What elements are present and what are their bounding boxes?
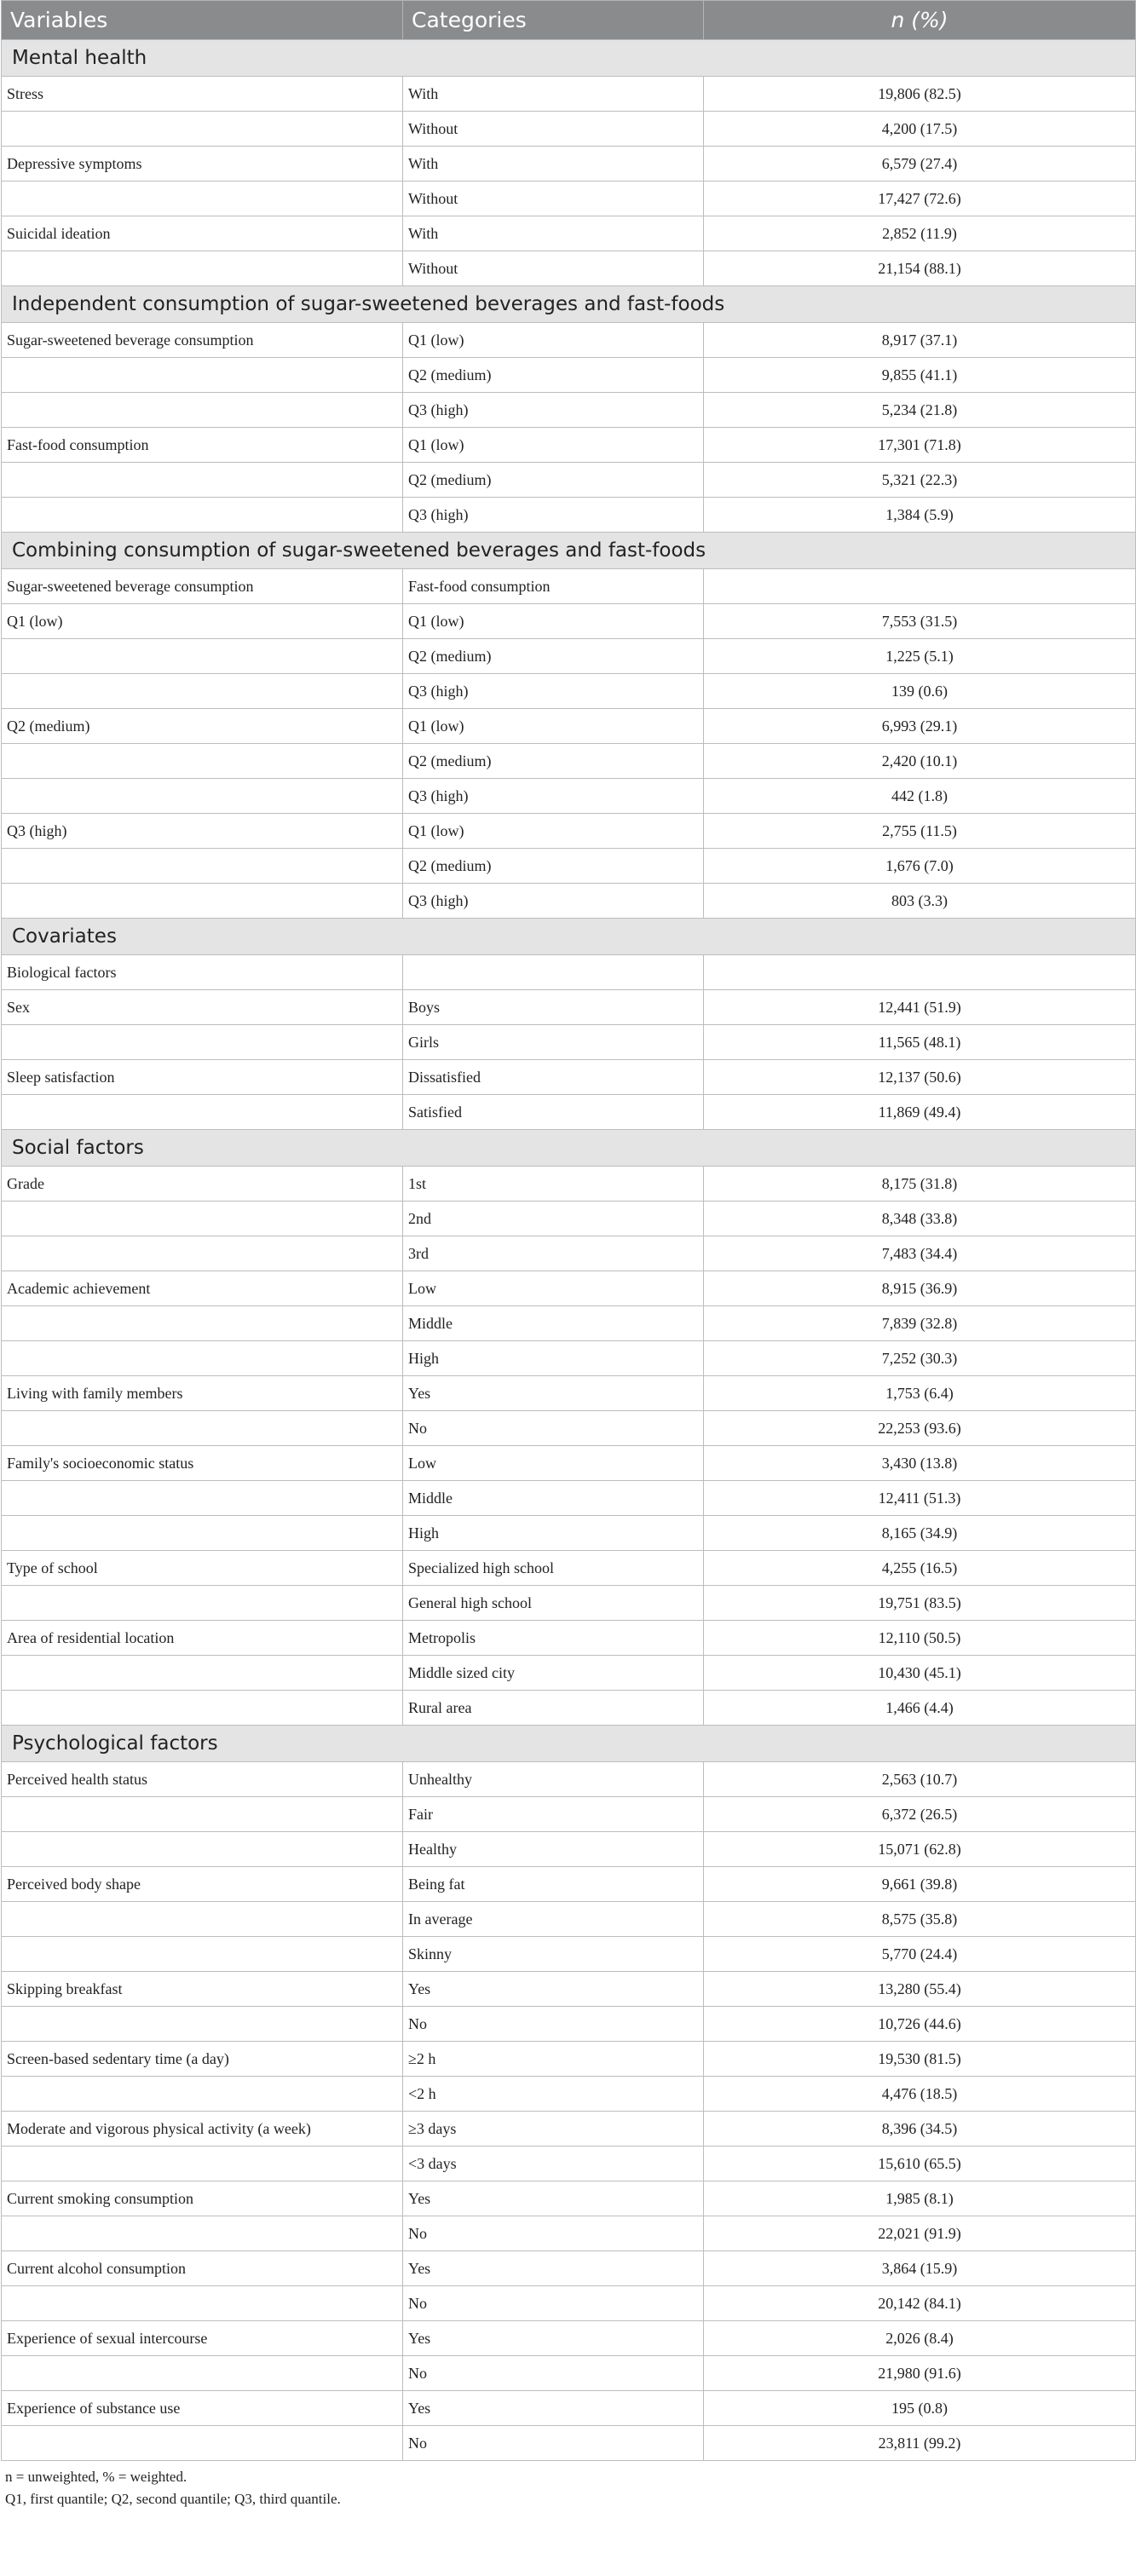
category-cell: Yes [403,2181,704,2216]
section-header-row [2,40,1136,77]
variable-cell [2,1656,403,1691]
category-cell: Low [403,1271,704,1306]
category-cell: No [403,2356,704,2391]
table-row [2,1446,1136,1481]
count-cell: 6,993 (29.1) [704,709,1136,744]
table-row [2,1902,1136,1937]
count-cell: 1,985 (8.1) [704,2181,1136,2216]
count-cell: 1,676 (7.0) [704,849,1136,884]
category-cell: Healthy [403,1832,704,1867]
table-row [2,2286,1136,2321]
variable-cell: Skipping breakfast [2,1972,403,2007]
category-cell: Girls [403,1025,704,1060]
count-cell [704,955,1136,990]
category-cell: Yes [403,1376,704,1411]
header-categories: Categories [403,1,704,40]
table-header-row [2,1,1136,40]
variable-cell [2,2216,403,2251]
table-row [2,393,1136,428]
count-cell: 23,811 (99.2) [704,2426,1136,2461]
variable-cell: Experience of substance use [2,2391,403,2426]
table-row [2,112,1136,147]
table-row [2,1691,1136,1726]
count-cell: 1,225 (5.1) [704,639,1136,674]
table-row [2,2426,1136,2461]
table-row [2,1060,1136,1095]
variable-cell [2,744,403,779]
count-cell: 9,661 (39.8) [704,1867,1136,1902]
count-cell: 6,579 (27.4) [704,147,1136,182]
variable-cell [2,2077,403,2112]
table-row [2,2321,1136,2356]
table-row [2,1025,1136,1060]
table-row [2,990,1136,1025]
table-row [2,849,1136,884]
variable-cell [2,1832,403,1867]
count-cell: 8,917 (37.1) [704,323,1136,358]
table-row [2,216,1136,251]
variable-cell [2,779,403,814]
count-cell: 12,441 (51.9) [704,990,1136,1025]
category-cell: Without [403,251,704,286]
table-row [2,323,1136,358]
count-cell: 12,137 (50.6) [704,1060,1136,1095]
table-row [2,2147,1136,2181]
variable-cell: Biological factors [2,955,403,990]
count-cell: 9,855 (41.1) [704,358,1136,393]
category-cell: Middle [403,1481,704,1516]
table-row [2,1551,1136,1586]
section-header-row [2,1130,1136,1167]
table-footnotes [5,2466,1136,2510]
count-cell: 2,755 (11.5) [704,814,1136,849]
count-cell: 17,301 (71.8) [704,428,1136,463]
category-cell: Q3 (high) [403,498,704,533]
variable-cell: Sex [2,990,403,1025]
count-cell: 8,165 (34.9) [704,1516,1136,1551]
count-cell: 195 (0.8) [704,2391,1136,2426]
table-row [2,955,1136,990]
table-body [2,40,1136,2461]
variable-cell [2,2007,403,2042]
count-cell: 2,026 (8.4) [704,2321,1136,2356]
category-cell: Being fat [403,1867,704,1902]
count-cell: 12,411 (51.3) [704,1481,1136,1516]
variable-cell [2,1937,403,1972]
category-cell: Q1 (low) [403,814,704,849]
category-cell: Without [403,112,704,147]
header-variables: Variables [2,1,403,40]
variable-cell [2,1516,403,1551]
variable-cell [2,2147,403,2181]
count-cell: 139 (0.6) [704,674,1136,709]
category-cell: Q3 (high) [403,393,704,428]
category-cell: Satisfied [403,1095,704,1130]
category-cell: Q2 (medium) [403,358,704,393]
variable-cell: Q2 (medium) [2,709,403,744]
category-cell: No [403,2426,704,2461]
variable-cell: Type of school [2,1551,403,1586]
count-cell: 4,255 (16.5) [704,1551,1136,1586]
count-cell: 19,530 (81.5) [704,2042,1136,2077]
count-cell: 17,427 (72.6) [704,182,1136,216]
category-cell: Q3 (high) [403,884,704,919]
count-cell: 8,396 (34.5) [704,2112,1136,2147]
variable-cell [2,849,403,884]
count-cell: 8,915 (36.9) [704,1271,1136,1306]
variable-cell [2,1025,403,1060]
category-cell: High [403,1516,704,1551]
table-row [2,1236,1136,1271]
variable-cell: Family's socioeconomic status [2,1446,403,1481]
section-header-row [2,533,1136,569]
count-cell: 442 (1.8) [704,779,1136,814]
category-cell: Yes [403,2251,704,2286]
category-cell: No [403,2216,704,2251]
variable-cell: Moderate and vigorous physical activity (a week) [2,2112,403,2147]
table-row [2,1481,1136,1516]
variable-cell [2,358,403,393]
category-cell: Q1 (low) [403,428,704,463]
table-row [2,604,1136,639]
count-cell: 7,553 (31.5) [704,604,1136,639]
category-cell: ≥2 h [403,2042,704,2077]
table-row [2,1411,1136,1446]
count-cell: 11,565 (48.1) [704,1025,1136,1060]
variable-cell [2,1341,403,1376]
count-cell: 3,864 (15.9) [704,2251,1136,2286]
count-cell: 3,430 (13.8) [704,1446,1136,1481]
count-cell: 7,483 (34.4) [704,1236,1136,1271]
variable-cell [2,1411,403,1446]
variable-cell [2,674,403,709]
table-row [2,1271,1136,1306]
category-cell: High [403,1341,704,1376]
table-row [2,569,1136,604]
section-header-row [2,286,1136,323]
table-row [2,639,1136,674]
table-row [2,1202,1136,1236]
category-cell: Q1 (low) [403,604,704,639]
count-cell: 15,071 (62.8) [704,1832,1136,1867]
category-cell: 1st [403,1167,704,1202]
category-cell: Rural area [403,1691,704,1726]
table-row [2,77,1136,112]
table-row [2,182,1136,216]
table-row [2,2251,1136,2286]
table-row [2,1376,1136,1411]
table-row [2,1586,1136,1621]
category-cell: Yes [403,2391,704,2426]
table-row [2,1306,1136,1341]
variable-cell: Suicidal ideation [2,216,403,251]
section-title: Social factors [2,1130,1136,1167]
count-cell: 803 (3.3) [704,884,1136,919]
section-title: Independent consumption of sugar-sweetened beverages and fast-foods [2,286,1136,323]
variable-cell: Sugar-sweetened beverage consumption [2,569,403,604]
variable-cell [2,463,403,498]
category-cell: Q3 (high) [403,674,704,709]
variable-cell [2,251,403,286]
category-cell: Q2 (medium) [403,744,704,779]
table-row [2,2181,1136,2216]
count-cell: 2,563 (10.7) [704,1762,1136,1797]
category-cell: Specialized high school [403,1551,704,1586]
category-cell: Yes [403,1972,704,2007]
count-cell: 1,753 (6.4) [704,1376,1136,1411]
table-row [2,884,1136,919]
count-cell: 12,110 (50.5) [704,1621,1136,1656]
variable-cell: Perceived body shape [2,1867,403,1902]
table-row [2,674,1136,709]
variable-cell: Sugar-sweetened beverage consumption [2,323,403,358]
table-row [2,814,1136,849]
category-cell: Low [403,1446,704,1481]
count-cell: 22,253 (93.6) [704,1411,1136,1446]
category-cell: Unhealthy [403,1762,704,1797]
variable-cell [2,2426,403,2461]
category-cell: General high school [403,1586,704,1621]
table-row [2,1167,1136,1202]
variable-cell: Area of residential location [2,1621,403,1656]
category-cell: 3rd [403,1236,704,1271]
table-row [2,1095,1136,1130]
section-title: Covariates [2,919,1136,955]
count-cell: 5,321 (22.3) [704,463,1136,498]
category-cell: Without [403,182,704,216]
footnote: n = unweighted, % = weighted. [5,2469,187,2485]
count-cell [704,569,1136,604]
table-row [2,147,1136,182]
variable-cell: Current alcohol consumption [2,2251,403,2286]
variable-cell: Depressive symptoms [2,147,403,182]
category-cell: Q2 (medium) [403,639,704,674]
category-cell: Q2 (medium) [403,849,704,884]
category-cell: Boys [403,990,704,1025]
variable-cell [2,112,403,147]
variable-cell: Q3 (high) [2,814,403,849]
variable-cell: Living with family members [2,1376,403,1411]
table-row [2,1341,1136,1376]
count-cell: 5,234 (21.8) [704,393,1136,428]
category-cell: ≥3 days [403,2112,704,2147]
table-row [2,2391,1136,2426]
category-cell: Fair [403,1797,704,1832]
count-cell: 19,806 (82.5) [704,77,1136,112]
variable-cell: Perceived health status [2,1762,403,1797]
table-row [2,1762,1136,1797]
table-row [2,779,1136,814]
count-cell: 20,142 (84.1) [704,2286,1136,2321]
count-cell: 10,726 (44.6) [704,2007,1136,2042]
variable-cell [2,2286,403,2321]
variable-cell: Screen-based sedentary time (a day) [2,2042,403,2077]
variable-cell [2,1902,403,1937]
table-row [2,1516,1136,1551]
header-n-percent: n (%) [704,1,1136,40]
variable-cell: Grade [2,1167,403,1202]
count-cell: 1,466 (4.4) [704,1691,1136,1726]
category-cell: Q1 (low) [403,709,704,744]
table-row [2,428,1136,463]
count-cell: 15,610 (65.5) [704,2147,1136,2181]
count-cell: 8,575 (35.8) [704,1902,1136,1937]
section-title: Mental health [2,40,1136,77]
variable-cell: Sleep satisfaction [2,1060,403,1095]
category-cell: With [403,216,704,251]
category-cell: Middle [403,1306,704,1341]
table-row [2,1972,1136,2007]
count-cell: 4,200 (17.5) [704,112,1136,147]
table-row [2,2112,1136,2147]
table-row [2,463,1136,498]
table-row [2,744,1136,779]
count-cell: 8,175 (31.8) [704,1167,1136,1202]
category-cell: Yes [403,2321,704,2356]
count-cell: 6,372 (26.5) [704,1797,1136,1832]
category-cell: No [403,2007,704,2042]
category-cell: Metropolis [403,1621,704,1656]
section-header-row [2,1726,1136,1762]
variable-cell [2,498,403,533]
category-cell: Q2 (medium) [403,463,704,498]
demographics-table [1,0,1136,2461]
category-cell: No [403,1411,704,1446]
category-cell: With [403,147,704,182]
category-cell [403,955,704,990]
variable-cell: Stress [2,77,403,112]
variable-cell [2,1797,403,1832]
section-header-row [2,919,1136,955]
category-cell: <2 h [403,2077,704,2112]
variable-cell [2,393,403,428]
count-cell: 19,751 (83.5) [704,1586,1136,1621]
variable-cell [2,1306,403,1341]
table-row [2,1656,1136,1691]
count-cell: 21,980 (91.6) [704,2356,1136,2391]
variable-cell [2,2356,403,2391]
count-cell: 2,420 (10.1) [704,744,1136,779]
table-row [2,1867,1136,1902]
count-cell: 11,869 (49.4) [704,1095,1136,1130]
count-cell: 8,348 (33.8) [704,1202,1136,1236]
table-row [2,2007,1136,2042]
category-cell: No [403,2286,704,2321]
table-row [2,2077,1136,2112]
category-cell: Middle sized city [403,1656,704,1691]
count-cell: 5,770 (24.4) [704,1937,1136,1972]
variable-cell: Current smoking consumption [2,2181,403,2216]
variable-cell [2,1691,403,1726]
count-cell: 7,839 (32.8) [704,1306,1136,1341]
variable-cell [2,639,403,674]
category-cell: With [403,77,704,112]
section-title: Combining consumption of sugar-sweetened beverages and fast-foods [2,533,1136,569]
table-row [2,2042,1136,2077]
table-row [2,1832,1136,1867]
category-cell: <3 days [403,2147,704,2181]
table-row [2,358,1136,393]
count-cell: 22,021 (91.9) [704,2216,1136,2251]
category-cell: In average [403,1902,704,1937]
variable-cell [2,1236,403,1271]
variable-cell [2,1202,403,1236]
count-cell: 21,154 (88.1) [704,251,1136,286]
section-title: Psychological factors [2,1726,1136,1762]
variable-cell [2,1095,403,1130]
category-cell: Dissatisfied [403,1060,704,1095]
variable-cell [2,182,403,216]
variable-cell: Q1 (low) [2,604,403,639]
count-cell: 10,430 (45.1) [704,1656,1136,1691]
count-cell: 2,852 (11.9) [704,216,1136,251]
table-row [2,1621,1136,1656]
category-cell: Skinny [403,1937,704,1972]
count-cell: 1,384 (5.9) [704,498,1136,533]
count-cell: 4,476 (18.5) [704,2077,1136,2112]
count-cell: 13,280 (55.4) [704,1972,1136,2007]
variable-cell [2,1586,403,1621]
variable-cell: Fast-food consumption [2,428,403,463]
category-cell: 2nd [403,1202,704,1236]
table-row [2,498,1136,533]
category-cell: Q1 (low) [403,323,704,358]
category-cell: Q3 (high) [403,779,704,814]
variable-cell [2,884,403,919]
table-row [2,709,1136,744]
table-row [2,1937,1136,1972]
footnote: Q1, first quantile; Q2, second quantile; Q3, third quantile. [5,2491,341,2507]
table-row [2,2356,1136,2391]
table-row [2,2216,1136,2251]
variable-cell [2,1481,403,1516]
table-row [2,1797,1136,1832]
category-cell: Fast-food consumption [403,569,704,604]
table-row [2,251,1136,286]
variable-cell: Academic achievement [2,1271,403,1306]
variable-cell: Experience of sexual intercourse [2,2321,403,2356]
count-cell: 7,252 (30.3) [704,1341,1136,1376]
